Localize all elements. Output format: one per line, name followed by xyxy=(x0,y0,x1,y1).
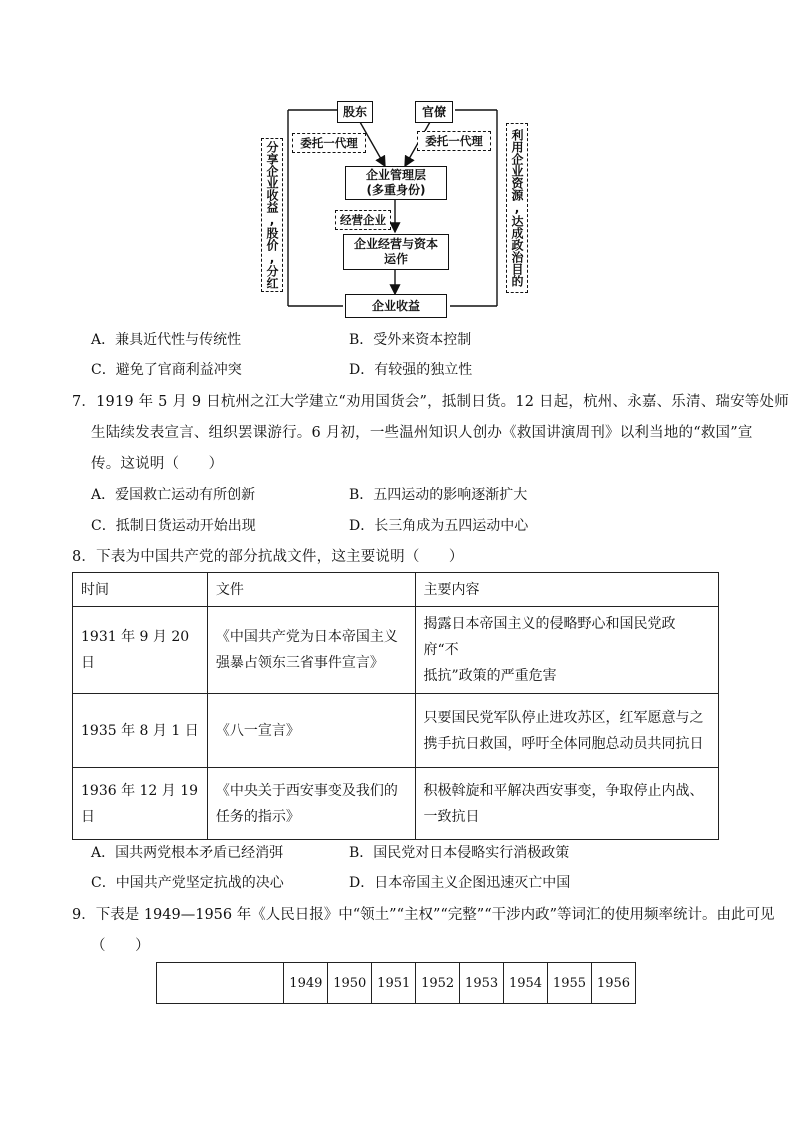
operate-label: 经营企业 xyxy=(335,210,391,230)
header-time: 时间 xyxy=(73,573,208,607)
q8-table xyxy=(72,572,719,840)
q7-stem-line1: 7．1919 年 5 月 9 日杭州之江大学建立“劝用国货会”，抵制日货。12 日起，杭州、永嘉、乐清、瑞安等处师 xyxy=(72,394,789,410)
table-header-row xyxy=(157,963,636,1004)
operation-box xyxy=(343,234,449,270)
q9-stem-line1: 9．下表是 1949—1956 年《人民日报》中“领土”“主权”“完整”“干涉内政”等词汇的使用频率统计。由此可见 xyxy=(72,907,775,923)
blank-header-cell xyxy=(157,963,284,1004)
left-side-label: 分享企业收益,股价,分红 xyxy=(261,138,283,292)
doc-line: 《中央关于西安事变及我们的 xyxy=(215,782,398,799)
year-cell: 1951 xyxy=(372,963,416,1004)
content-line: 积极斡旋和平解决西安事变，争取停止内战、 xyxy=(423,782,704,799)
enterprise-diagram xyxy=(255,98,535,320)
delegate-right-label: 委托一代理 xyxy=(417,131,491,151)
row-time: 1935 年 8 月 1 日 xyxy=(73,694,208,768)
q7-option-c: C．抵制日货运动开始出现 xyxy=(91,518,256,534)
table-header-row xyxy=(73,573,719,607)
q8-option-d: D．日本帝国主义企图迅速灭亡中国 xyxy=(349,875,571,891)
q7-stem-line2: 生陆续发表宣言、组织罢课游行。6 月初，一些温州知识人创办《救国讲演周刊》以利当地的“救国”宣 xyxy=(91,425,753,441)
q8-stem: 8．下表为中国共产党的部分抗战文件，这主要说明（ ） xyxy=(72,549,464,565)
q7-option-b: B．五四运动的影响逐渐扩大 xyxy=(349,487,528,503)
content-line: 携手抗日救国，呼吁全体同胞总动员共同抗日 xyxy=(423,735,704,752)
doc-line: 强暴占领东三省事件宣言》 xyxy=(215,655,384,671)
q7-option-a: A．爱国救亡运动有所创新 xyxy=(91,487,256,503)
q9-stem-line2: （ ） xyxy=(91,938,150,954)
q6-option-b: B．受外来资本控制 xyxy=(349,332,472,348)
q6-option-d: D．有较强的独立性 xyxy=(349,362,473,378)
table-row xyxy=(73,694,719,768)
operation-line2: 运作 xyxy=(383,252,408,266)
right-side-label: 利用企业资源,达成政治目的 xyxy=(506,123,528,293)
content-line: 一致抗日 xyxy=(423,808,480,825)
delegate-left-label: 委托一代理 xyxy=(292,133,366,153)
doc-line: 《八一宣言》 xyxy=(215,722,300,739)
row-document xyxy=(207,768,415,840)
content-line: 抵抗”政策的严重危害 xyxy=(423,668,557,684)
q8-option-b: B．国民党对日本侵略实行消极政策 xyxy=(349,845,570,861)
content-line: 揭露日本帝国主义的侵略野心和国民党政府“不 xyxy=(423,616,676,658)
officials-box: 官僚 xyxy=(415,101,453,123)
row-document xyxy=(207,694,415,768)
q7-stem-line3: 传。这说明（ ） xyxy=(91,456,224,472)
row-content xyxy=(415,768,719,840)
header-content: 主要内容 xyxy=(415,573,719,607)
year-cell: 1956 xyxy=(591,963,635,1004)
row-document xyxy=(207,607,415,694)
q7-option-d: D．长三角成为五四运动中心 xyxy=(349,518,529,534)
q8-option-a: A．国共两党根本矛盾已经消弭 xyxy=(91,845,284,861)
management-box xyxy=(345,166,447,200)
year-cell: 1949 xyxy=(284,963,328,1004)
management-line2: (多重身份) xyxy=(366,183,426,197)
table-row xyxy=(73,607,719,694)
q6-option-a: A．兼具近代性与传统性 xyxy=(91,332,242,348)
row-time: 1931 年 9 月 20 日 xyxy=(73,607,208,694)
q9-table xyxy=(156,962,636,1004)
year-cell: 1950 xyxy=(328,963,372,1004)
q6-option-c: C．避免了官商利益冲突 xyxy=(91,362,242,378)
operation-line1: 企业经营与资本 xyxy=(353,237,438,251)
year-cell: 1952 xyxy=(416,963,460,1004)
year-cell: 1953 xyxy=(460,963,504,1004)
row-time: 1936 年 12 月 19 日 xyxy=(73,768,208,840)
diagram-connectors xyxy=(255,98,535,320)
row-content xyxy=(415,607,719,694)
doc-line: 《中国共产党为日本帝国主义 xyxy=(215,629,398,645)
doc-line: 任务的指示》 xyxy=(215,808,300,825)
revenue-box: 企业收益 xyxy=(345,294,447,318)
shareholders-box: 股东 xyxy=(337,101,373,123)
year-cell: 1954 xyxy=(504,963,548,1004)
content-line: 只要国民党军队停止进攻苏区，红军愿意与之 xyxy=(423,709,704,726)
year-cell: 1955 xyxy=(548,963,592,1004)
table-row xyxy=(73,768,719,840)
row-content xyxy=(415,694,719,768)
management-line1: 企业管理层 xyxy=(365,168,426,182)
header-document: 文件 xyxy=(207,573,415,607)
q8-option-c: C．中国共产党坚定抗战的决心 xyxy=(91,875,284,891)
